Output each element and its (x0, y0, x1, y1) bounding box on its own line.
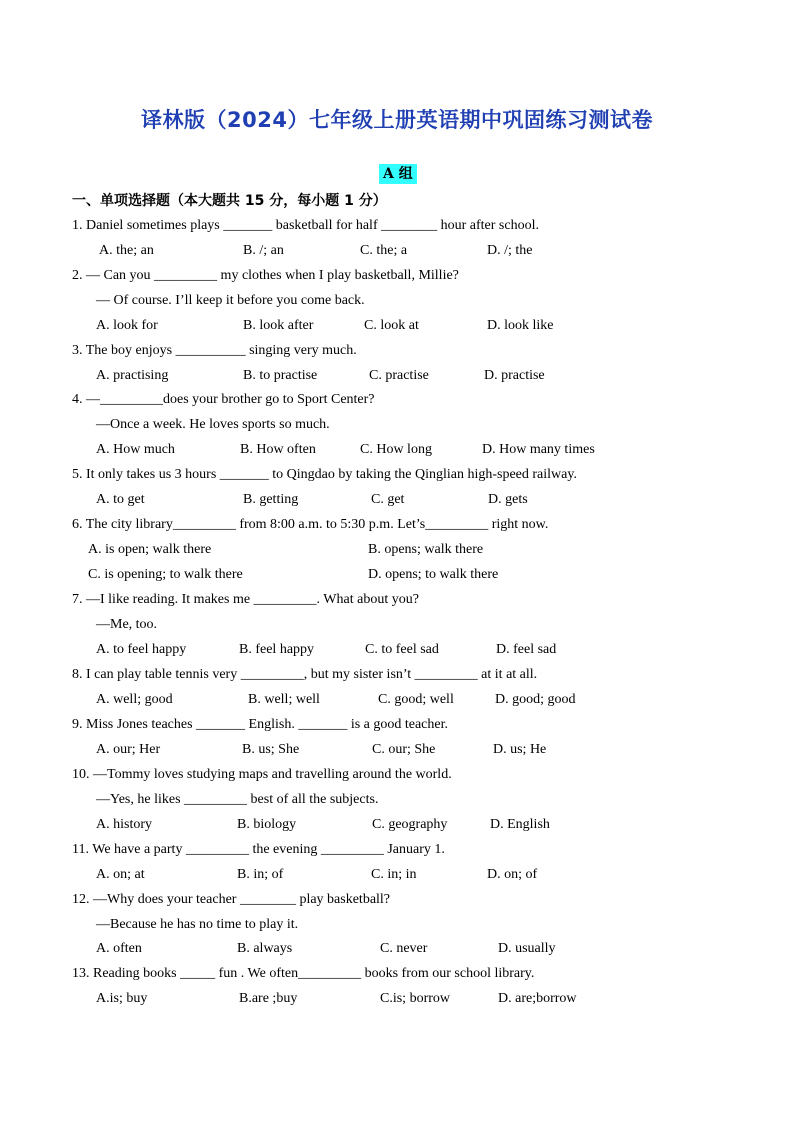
question-4-option-d: D. How many times (482, 442, 595, 457)
question-5-option-c: C. get (371, 492, 405, 507)
question-1-option-d: D. /; the (487, 243, 533, 258)
question-3-stem: 3. The boy enjoys __________ singing very much. (72, 343, 357, 358)
question-11-stem: 11. We have a party _________ the evening _________ January 1. (72, 842, 445, 857)
question-2-option-d: D. look like (487, 318, 554, 333)
question-6-option-b: B. opens; walk there (368, 542, 484, 557)
question-11-option-b: B. in; of (237, 867, 284, 882)
question-7-reply: —Me, too. (96, 617, 158, 632)
question-13-option-c: C.is; borrow (380, 991, 450, 1006)
question-6-option-c: C. is opening; to walk there (88, 567, 243, 582)
question-11-option-d: D. on; of (487, 867, 538, 882)
question-7-option-b: B. feel happy (239, 642, 315, 657)
question-10-option-d: D. English (490, 817, 550, 832)
question-3-option-d: D. practise (484, 368, 545, 383)
question-13-stem: 13. Reading books _____ fun . We often_________ books from our school library. (72, 966, 535, 981)
question-8-stem: 8. I can play table tennis very _________, but my sister isn’t _________ at it at all. (72, 667, 538, 682)
question-13-option-b: B.are ;buy (239, 991, 298, 1006)
question-12-option-a: A. often (96, 941, 142, 956)
question-3-option-c: C. practise (369, 368, 429, 383)
question-11-option-c: C. in; in (371, 867, 417, 882)
section-heading: 一、单项选择题（本大题共 15 分，每小题 1 分） (72, 193, 387, 209)
question-9-option-a: A. our; Her (96, 742, 161, 757)
question-6-option-d: D. opens; to walk there (368, 567, 499, 582)
group-label: A 组 (379, 164, 417, 184)
question-1-option-b: B. /; an (243, 243, 284, 258)
question-9-option-b: B. us; She (242, 742, 300, 757)
question-7-option-a: A. to feel happy (96, 642, 187, 657)
question-2-option-c: C. look at (364, 318, 419, 333)
question-5-option-a: A. to get (96, 492, 145, 507)
question-12-option-d: D. usually (498, 941, 556, 956)
question-9-stem: 9. Miss Jones teaches _______ English. _______ is a good teacher. (72, 717, 449, 732)
question-9-option-d: D. us; He (493, 742, 547, 757)
question-10-option-c: C. geography (372, 817, 448, 832)
question-4-stem: 4. —_________does your brother go to Sport Center? (72, 392, 375, 407)
question-6-stem: 6. The city library_________ from 8:00 a.m. to 5:30 p.m. Let’s_________ right now. (72, 517, 549, 532)
question-12-stem: 12. —Why does your teacher ________ play basketball? (72, 892, 391, 907)
question-4-reply: —Once a week. He loves sports so much. (96, 417, 330, 432)
question-2-stem: 2. — Can you _________ my clothes when I play basketball, Millie? (72, 268, 459, 283)
question-7-option-c: C. to feel sad (365, 642, 439, 657)
question-8-option-a: A. well; good (96, 692, 173, 707)
question-4-option-a: A. How much (96, 442, 175, 457)
question-12-option-c: C. never (380, 941, 428, 956)
question-13-option-d: D. are;borrow (498, 991, 577, 1006)
question-7-option-d: D. feel sad (496, 642, 557, 657)
page-title: 译林版（2024）七年级上册英语期中巩固练习测试卷 (141, 108, 653, 132)
question-2-option-a: A. look for (96, 318, 158, 333)
question-5-option-b: B. getting (243, 492, 299, 507)
question-5-option-d: D. gets (488, 492, 528, 507)
question-8-option-d: D. good; good (495, 692, 576, 707)
question-2-reply: — Of course. I’ll keep it before you come back. (96, 293, 365, 308)
question-8-option-b: B. well; well (248, 692, 320, 707)
question-11-option-a: A. on; at (96, 867, 145, 882)
question-10-option-a: A. history (96, 817, 152, 832)
question-9-option-c: C. our; She (372, 742, 436, 757)
question-3-option-b: B. to practise (243, 368, 318, 383)
question-2-option-b: B. look after (243, 318, 314, 333)
question-10-stem: 10. —Tommy loves studying maps and travelling around the world. (72, 767, 452, 782)
question-6-option-a: A. is open; walk there (88, 542, 212, 557)
question-10-reply: —Yes, he likes _________ best of all the subjects. (96, 792, 379, 807)
question-1-option-c: C. the; a (360, 243, 408, 258)
question-13-option-a: A.is; buy (96, 991, 148, 1006)
question-1-stem: 1. Daniel sometimes plays _______ basketball for half ________ hour after school. (72, 218, 539, 233)
question-12-reply: —Because he has no time to play it. (96, 917, 299, 932)
question-3-option-a: A. practising (96, 368, 169, 383)
question-1-option-a: A. the; an (99, 243, 154, 258)
question-4-option-c: C. How long (360, 442, 432, 457)
question-10-option-b: B. biology (237, 817, 297, 832)
question-7-stem: 7. —I like reading. It makes me _________. What about you? (72, 592, 419, 607)
question-8-option-c: C. good; well (378, 692, 454, 707)
question-4-option-b: B. How often (240, 442, 316, 457)
question-12-option-b: B. always (237, 941, 293, 956)
question-5-stem: 5. It only takes us 3 hours _______ to Qingdao by taking the Qinglian high-speed railway. (72, 467, 577, 482)
